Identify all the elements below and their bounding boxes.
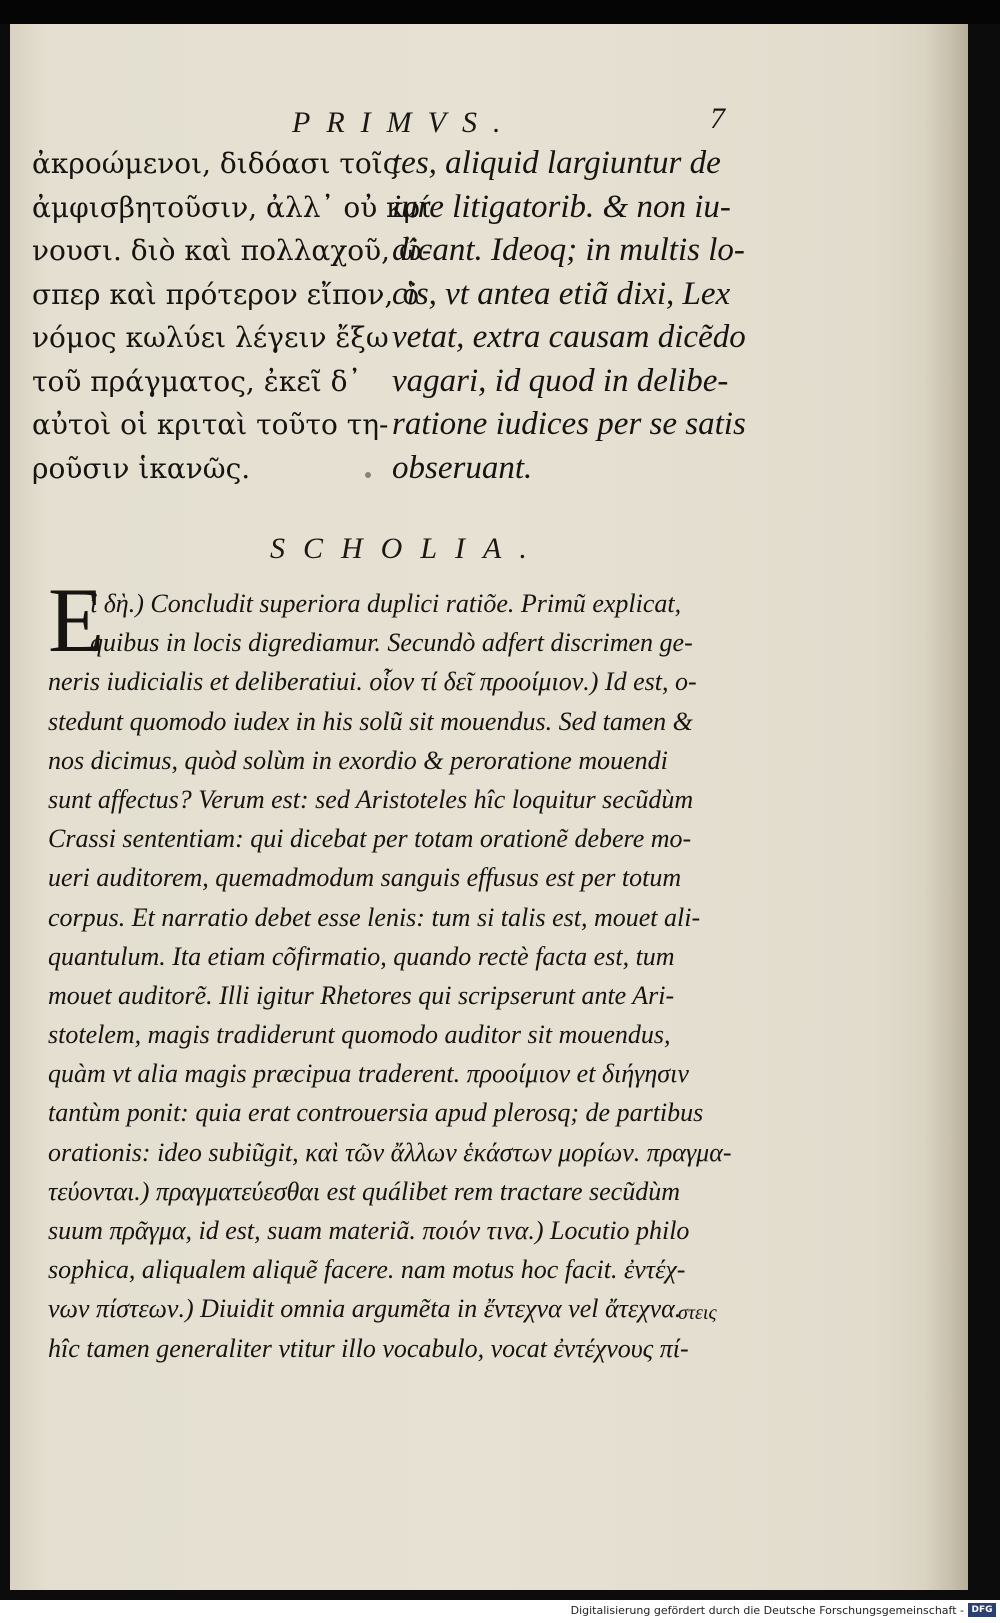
- latin-line: ratione iudices per se satis: [392, 406, 746, 442]
- scholia-line: neris iudicialis et deliberatiui. οἷον τί δεῖ προοίμιον.) Id est, o-: [48, 667, 697, 697]
- scholia-text: [48, 569, 748, 1368]
- scholia-line: νων πίστεων.) Diuidit omnia argumẽta in ἔντεχνα vel ἄτεχνα.: [48, 1294, 682, 1324]
- greek-line: ροῦσιν ἱκανῶς.: [32, 451, 251, 485]
- funding-notice: Digitalisierung gefördert durch die Deutsche Forschungsgemeinschaft -: [570, 1604, 964, 1617]
- book-page: [10, 24, 968, 1590]
- scholia-line: τεύονται.) πραγματεύεσθαι est quálibet rem tractare secũdùm: [48, 1176, 680, 1206]
- scholia-line: corpus. Et narratio debet esse lenis: tum si talis est, mouet ali-: [48, 902, 701, 932]
- footer-bar: [0, 1600, 1000, 1623]
- scholia-line: quàm vt alia magis præcipua traderent. προοίμιον et διήγησιν: [48, 1059, 689, 1089]
- greek-line: αὐτοὶ οἱ κριταὶ τοῦτο τη-: [32, 408, 389, 441]
- scholia-heading: SCHOLIA.: [270, 532, 545, 565]
- scholia-line: sophica, aliqualem aliquẽ facere. nam motus hoc facit. ἐντέχ-: [48, 1255, 686, 1285]
- latin-line: vetat, extra causam dicẽdo: [392, 319, 746, 355]
- greek-line: σπερ καὶ πρότερον εἴπον, ὁ: [32, 277, 420, 311]
- greek-line: νουσι. διὸ καὶ πολλαχοῦ, ὥ-: [32, 234, 432, 267]
- scholia-line: stedunt quomodo iudex in his solũ sit mouendus. Sed tamen &: [48, 706, 693, 736]
- greek-line: ἀκροώμενοι, διδόασι τοῖς: [32, 147, 399, 180]
- latin-line: dicant. Ideoq; in multis lo-: [392, 232, 745, 268]
- latin-line: iure litigatorib. & non iu-: [392, 188, 731, 225]
- scholia-line: stotelem, magis tradiderunt quomodo auditor sit mouendus,: [48, 1020, 671, 1050]
- scholia-line: ἰ δὴ.) Concludit superiora duplici ratiõe. Primũ explicat,: [90, 589, 682, 618]
- scholia-line: nos dicimus, quòd solùm in exordio & peroratione mouendi: [48, 745, 668, 775]
- greek-line: νόμος κωλύει λέγειν ἔξω: [32, 321, 389, 354]
- page-edge-shadow: [924, 24, 968, 1590]
- latin-line: cis, vt antea etiã dixi, Lex: [392, 275, 731, 312]
- scholia-line: sunt affectus? Verum est: sed Aristoteles hîc loquitur secũdùm: [48, 784, 694, 814]
- latin-line: vagari, id quod in delibe-: [392, 362, 729, 399]
- page-number: 7: [710, 102, 725, 135]
- scholia-line: suum πρᾶγμα, id est, suam materiã. ποιόν τινα.) Locutio philo: [48, 1216, 690, 1245]
- scholia-line: tantùm ponit: quia erat controuersia apud plerosq; de partibus: [48, 1098, 704, 1128]
- latin-column: [392, 142, 752, 490]
- scholia-line: ueri auditorem, quemadmodum sanguis effusus est per totum: [48, 863, 682, 893]
- dfg-logo-icon: DFG: [968, 1603, 996, 1617]
- scholia-line: Crassi sententiam: qui dicebat per totam orationẽ debere mo-: [48, 824, 692, 854]
- scholia-line: hîc tamen generaliter vtitur illo vocabulo, vocat ἐντέχνους πί-: [48, 1333, 689, 1363]
- greek-line: ἀμφισβητοῦσιν, ἀλλ᾽ οὐ κρί: [32, 190, 432, 224]
- latin-line: obseruant.: [392, 449, 533, 486]
- scholia-line: orationis: ideo subiũgit, καὶ τῶν ἄλλων ἑκάστων μορίων. πραγμα-: [48, 1137, 732, 1167]
- greek-column: [32, 142, 432, 490]
- latin-line: tes, aliquid largiuntur de: [392, 145, 721, 181]
- running-head: PRIMVS.: [292, 106, 517, 139]
- scholia-line: mouet auditorẽ. Illi igitur Rhetores qui scripserunt ante Ari-: [48, 980, 675, 1010]
- drop-cap: E: [48, 569, 105, 671]
- scholia-line: quibus in locis digrediamur. Secundò adfert discrimen ge-: [90, 628, 693, 658]
- catchword: στεις: [678, 1302, 717, 1324]
- greek-line: τοῦ πράγματος, ἐκεῖ δ᾽: [32, 364, 362, 398]
- top-frame: [0, 0, 1000, 24]
- scholia-line: quantulum. Ita etiam cõfirmatio, quando rectè facta est, tum: [48, 941, 675, 971]
- ink-speck: [365, 472, 371, 478]
